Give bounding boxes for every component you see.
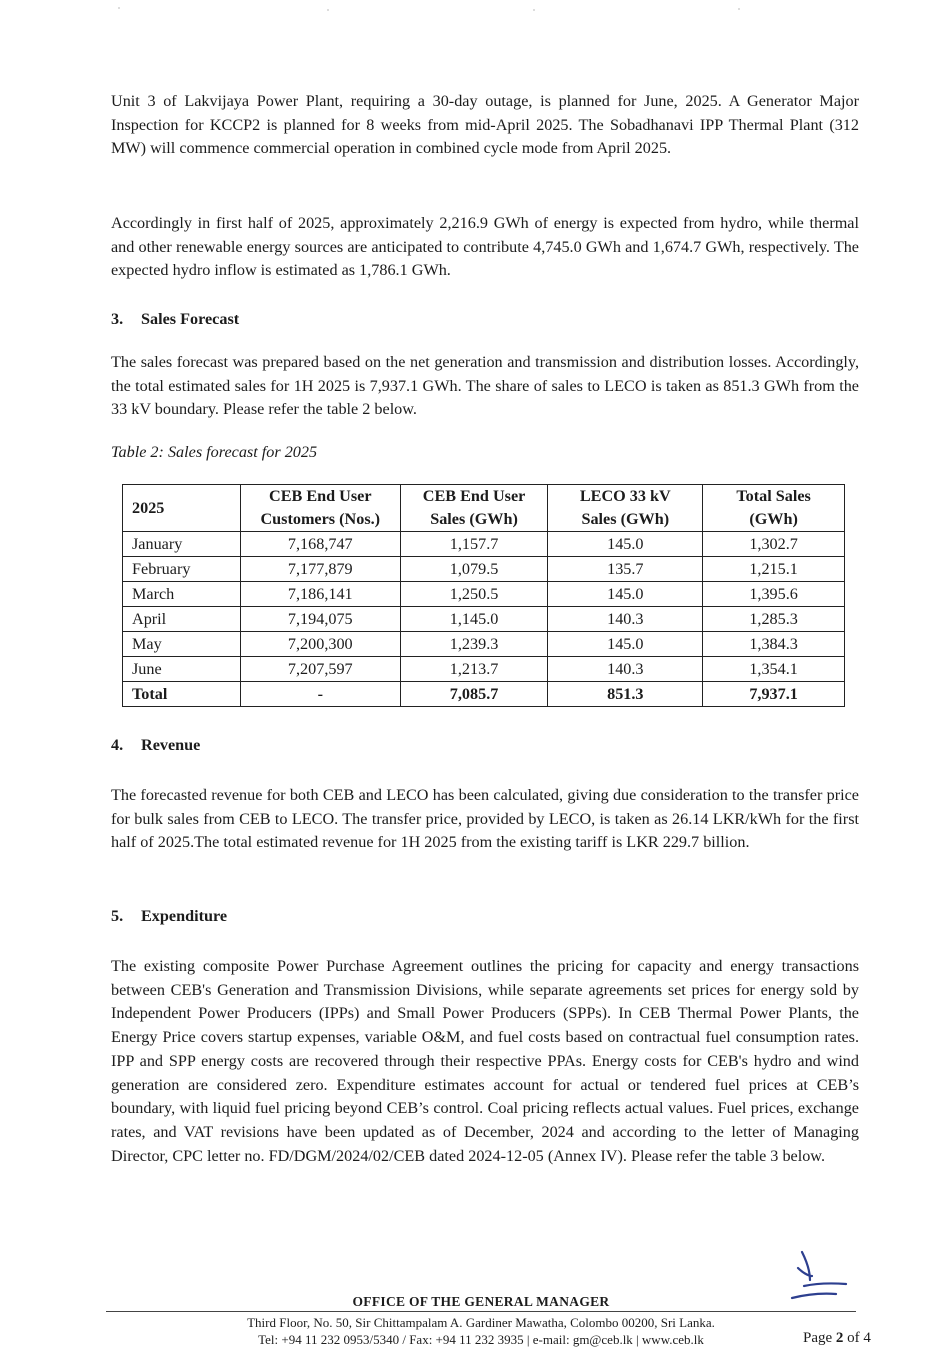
table-row bbox=[123, 657, 845, 682]
cell-month: June bbox=[123, 657, 241, 682]
cell-total: 7,937.1 bbox=[703, 682, 845, 707]
cell-customers: - bbox=[240, 682, 400, 707]
cell-ceb-sales: 1,145.0 bbox=[400, 607, 548, 632]
page-number: Page 2 of 4 bbox=[803, 1330, 871, 1346]
heading-number: 3. bbox=[111, 310, 124, 328]
cell-ceb-sales: 1,157.7 bbox=[400, 532, 548, 557]
heading-number: 5. bbox=[111, 907, 124, 925]
cell-customers: 7,168,747 bbox=[240, 532, 400, 557]
table-row bbox=[123, 532, 845, 557]
cell-total: 1,384.3 bbox=[703, 632, 845, 657]
cell-customers: 7,194,075 bbox=[240, 607, 400, 632]
cell-ceb-sales: 7,085.7 bbox=[400, 682, 548, 707]
cell-ceb-sales: 1,250.5 bbox=[400, 582, 548, 607]
table-row bbox=[123, 582, 845, 607]
cell-month: Total bbox=[123, 682, 241, 707]
cell-month: May bbox=[123, 632, 241, 657]
cell-customers: 7,186,141 bbox=[240, 582, 400, 607]
cell-leco-sales: 140.3 bbox=[548, 657, 703, 682]
cell-customers: 7,200,300 bbox=[240, 632, 400, 657]
header-total-sales: Total Sales (GWh) bbox=[703, 485, 845, 532]
cell-total: 1,354.1 bbox=[703, 657, 845, 682]
table-caption: Table 2: Sales forecast for 2025 bbox=[111, 443, 318, 461]
footer-address: Third Floor, No. 50, Sir Chittampalam A. Gardiner Mawatha, Colombo 00200, Sri Lanka. bbox=[247, 1315, 715, 1330]
table-total-row bbox=[123, 682, 845, 707]
cell-month: February bbox=[123, 557, 241, 582]
cell-month: January bbox=[123, 532, 241, 557]
heading-expenditure bbox=[111, 905, 227, 927]
heading-title: Expenditure bbox=[141, 907, 228, 925]
paragraph-outages: Unit 3 of Lakvijaya Power Plant, requiring a 30-day outage, is planned for June, 2025. A Generator Major Inspection for KCCP2 is planned for 8 weeks from mid-April 2025. The Sobadhanavi IPP Thermal Plant (312 MW) will commence commercial operation in combined cycle mode from April 2025. bbox=[111, 92, 859, 158]
cell-leco-sales: 145.0 bbox=[548, 632, 703, 657]
cell-leco-sales: 140.3 bbox=[548, 607, 703, 632]
cell-customers: 7,207,597 bbox=[240, 657, 400, 682]
paragraph-expenditure: The existing composite Power Purchase Agreement outlines the pricing for capacity and energy transactions between CEB's Generation and Transmission Divisions, while separate agreements set prices for energy sold by Independent Power Producers (IPPs) and Small Power Producers (SPPs). In CEB Thermal Power Plants, the Energy Price covers startup expenses, variable O&M, and fuel costs based on contractual fuel consumption rates. IPP and SPP energy costs are recovered through their respective PPAs. Energy costs for CEB's hydro and wind generation are considered zero. Expenditure estimates account for actual or tendered fuel prices at CEB’s boundary, with liquid fuel pricing beyond CEB’s control. Coal pricing reflects actual values. Fuel prices, exchange rates, and VAT revisions have been updated as of December, 2024 and according to the letter of Managing Director, CPC letter no. FD/DGM/2024/02/CEB dated 2024-12-05 (Annex IV). Please refer the table 3 below. bbox=[111, 957, 859, 1165]
cell-ceb-sales: 1,213.7 bbox=[400, 657, 548, 682]
footer-divider bbox=[106, 1311, 856, 1312]
heading-revenue bbox=[111, 734, 200, 756]
sales-forecast-table bbox=[122, 484, 845, 707]
cell-leco-sales: 145.0 bbox=[548, 582, 703, 607]
cell-total: 1,285.3 bbox=[703, 607, 845, 632]
scan-artifact-marks bbox=[0, 0, 941, 20]
cell-ceb-sales: 1,079.5 bbox=[400, 557, 548, 582]
heading-number: 4. bbox=[111, 736, 124, 754]
header-customers: CEB End User Customers (Nos.) bbox=[240, 485, 400, 532]
heading-title: Sales Forecast bbox=[141, 310, 240, 328]
table-row bbox=[123, 632, 845, 657]
header-ceb-sales: CEB End User Sales (GWh) bbox=[400, 485, 548, 532]
cell-month: April bbox=[123, 607, 241, 632]
table-header-row bbox=[123, 485, 845, 532]
paragraph-sales: The sales forecast was prepared based on the net generation and transmission and distribution losses. Accordingly, the total estimated sales for 1H 2025 is 7,937.1 GWh. The share of sales to LECO is taken as 851.3 GWh from the 33 kV boundary. Please refer the table 2 below. bbox=[111, 353, 859, 419]
footer-contact: Tel: +94 11 232 0953/5340 / Fax: +94 11 232 3935 | e-mail: gm@ceb.lk | www.ceb.lk bbox=[258, 1332, 704, 1347]
paragraph-energy-mix: Accordingly in first half of 2025, approximately 2,216.9 GWh of energy is expected from hydro, while thermal and other renewable energy sources are anticipated to contribute 4,745.0 GWh and 1,674.7 GWh, respectively. The expected hydro inflow is estimated as 1,786.1 GWh. bbox=[111, 214, 859, 280]
table-row bbox=[123, 557, 845, 582]
cell-total: 1,395.6 bbox=[703, 582, 845, 607]
cell-total: 1,302.7 bbox=[703, 532, 845, 557]
footer-office-title: OFFICE OF THE GENERAL MANAGER bbox=[352, 1294, 610, 1309]
heading-sales-forecast bbox=[111, 308, 239, 330]
cell-customers: 7,177,879 bbox=[240, 557, 400, 582]
table-row bbox=[123, 607, 845, 632]
header-leco-sales: LECO 33 kV Sales (GWh) bbox=[548, 485, 703, 532]
paragraph-revenue: The forecasted revenue for both CEB and LECO has been calculated, giving due consideration to the transfer price for bulk sales from CEB to LECO. The transfer price, provided by LECO, is taken as 26.14 LKR/kWh for the first half of 2025.The total estimated revenue for 1H 2025 from the existing tariff is LKR 229.7 billion. bbox=[111, 786, 859, 852]
cell-month: March bbox=[123, 582, 241, 607]
footer-address-block bbox=[0, 1314, 941, 1348]
header-year: 2025 bbox=[123, 485, 241, 532]
heading-title: Revenue bbox=[141, 736, 201, 754]
cell-leco-sales: 145.0 bbox=[548, 532, 703, 557]
cell-leco-sales: 135.7 bbox=[548, 557, 703, 582]
cell-total: 1,215.1 bbox=[703, 557, 845, 582]
cell-leco-sales: 851.3 bbox=[548, 682, 703, 707]
cell-ceb-sales: 1,239.3 bbox=[400, 632, 548, 657]
